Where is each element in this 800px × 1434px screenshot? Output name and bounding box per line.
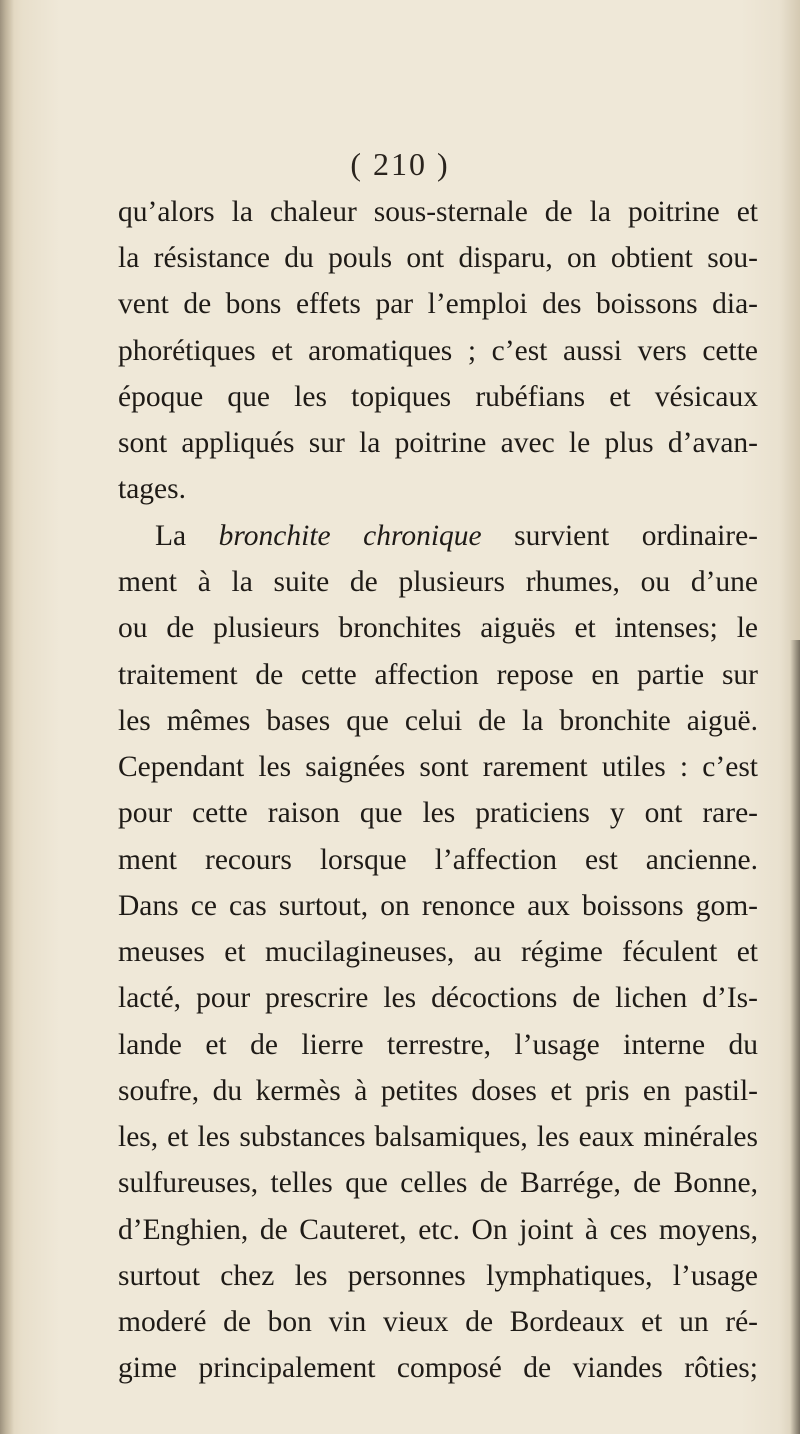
text-line: moderé de bon vin vieux de Bordeaux et un ré- [118, 1306, 758, 1338]
text-line: d’Enghien, de Cauteret, etc. On joint à ces moyens, [118, 1214, 758, 1246]
text-line: époque que les topiques rubéfians et vésicaux [118, 381, 758, 413]
text-line: sulfureuses, telles que celles de Barrége, de Bonne, [118, 1167, 758, 1199]
text-line: la résistance du pouls ont disparu, on obtient sou- [118, 242, 758, 274]
text-line: les mêmes bases que celui de la bronchite aiguë. [118, 705, 758, 737]
text-line: soufre, du kermès à petites doses et pris en pastil- [118, 1075, 758, 1107]
text-line: les, et les substances balsamiques, les eaux minérales [118, 1121, 758, 1153]
text-fragment: La [155, 520, 187, 552]
text-line: surtout chez les personnes lymphatiques, l’usage [118, 1260, 758, 1292]
text-line: lande et de lierre terrestre, l’usage interne du [118, 1029, 758, 1061]
text-line: gime principalement composé de viandes rôties; [118, 1352, 758, 1384]
text-line: ou de plusieurs bronchites aiguës et intenses; le [118, 612, 758, 644]
text-fragment: survient ordinaire- [514, 520, 759, 552]
text-line: sont appliqués sur la poitrine avec le plus d’avan- [118, 427, 758, 459]
text-line: lacté, pour prescrire les décoctions de lichen d’Is- [118, 982, 758, 1014]
text-line: tages. [118, 473, 186, 505]
text-line: Dans ce cas surtout, on renonce aux boissons gom- [118, 890, 758, 922]
text-line: meuses et mucilagineuses, au régime féculent et [118, 936, 758, 968]
text-line: ment recours lorsque l’affection est ancienne. [118, 844, 758, 876]
text-line: pour cette raison que les praticiens y ont rare- [118, 797, 758, 829]
text-line: phorétiques et aromatiques ; c’est aussi vers cette [118, 335, 758, 367]
text-line: Cependant les saignées sont rarement utiles : c’est [118, 751, 758, 783]
term-bronchite-chronique: bronchite chronique [218, 520, 482, 552]
text-line: qu’alors la chaleur sous-sternale de la poitrine et [118, 196, 758, 228]
text-line: vent de bons effets par l’emploi des boissons dia- [118, 288, 758, 320]
page-number: ( 210 ) [350, 146, 450, 182]
text-line: ment à la suite de plusieurs rhumes, ou d’une [118, 566, 758, 598]
paragraph-first-line [155, 518, 758, 554]
text-line: traitement de cette affection repose en partie sur [118, 659, 758, 691]
